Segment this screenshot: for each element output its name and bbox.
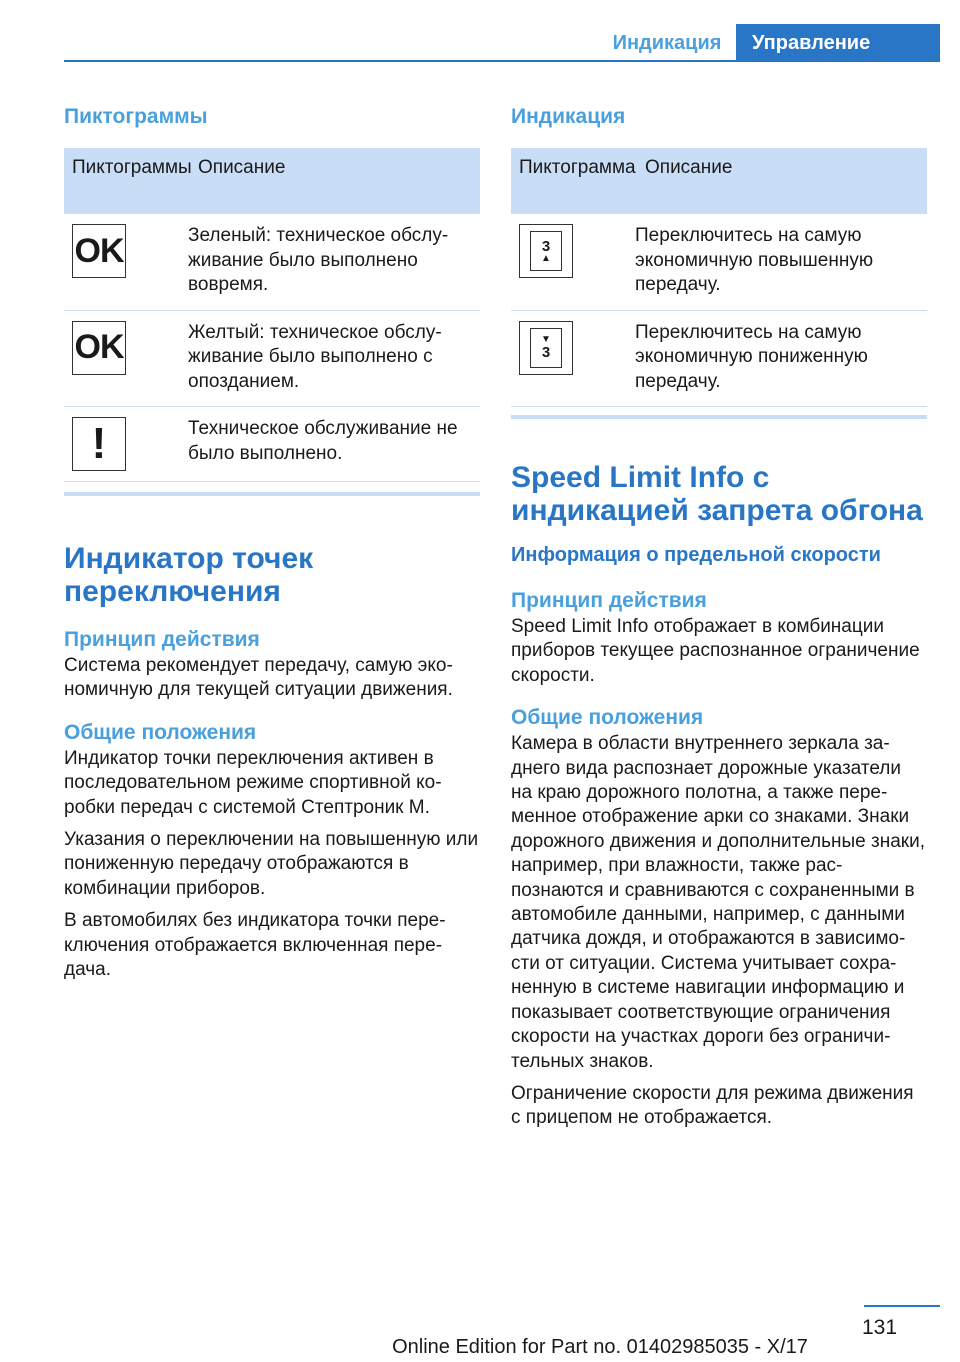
table-end-bar [64,492,480,496]
section-title-pictograms: Пиктограммы [64,105,208,128]
paragraph: Система рекомендует передачу, самую экономичную для текущей ситуации движения. [64,655,453,701]
pictogram-table [64,148,480,496]
table-header-col2: Описание [645,157,733,178]
gear-up-icon [519,224,573,278]
header-divider [64,60,940,62]
table-row [64,407,480,482]
exclamation-icon [72,417,126,471]
table-row [511,214,927,311]
table-end-bar [511,415,927,419]
tab-control[interactable]: Управление [736,24,940,62]
subheading-principle: Принцип действия [511,589,707,612]
arrow-up-icon: ▲ [541,252,551,264]
paragraph: Указания о переключении на повышенную или пониженную передачу отображаются в комбинации приборов. [64,829,479,899]
edition-footer: Online Edition for Part no. 01402985035 - X/17 [392,1336,808,1358]
ok-icon [72,321,126,375]
subheading-general: Общие положения [64,720,257,744]
row-description: Желтый: техническое обслуживание было выполнено с опозданием. [188,321,442,392]
subheading-general: Общие положения [511,706,704,730]
ok-glyph: OK [74,328,124,366]
footer-divider [864,1305,940,1307]
paragraph: Ограничение скорости для режима движения с прицепом не отображается. [511,1082,914,1129]
left-column [64,100,480,982]
paragraph: В автомобилях без индикатора точки переключения отображается включенная передача. [64,910,446,981]
table-row [511,311,927,408]
arrow-down-icon: ▼ [541,334,551,345]
table-row [64,311,480,408]
page-number: 131 [862,1316,898,1339]
heading-speed-limit-info: Speed Limit Info с индикацией запрета обгона [511,461,923,527]
subheading-principle: Принцип действия [64,628,260,651]
table-row [64,214,480,311]
row-description: Зеленый: техническое обслуживание было выполнено вовремя. [188,225,449,295]
gear-down-icon [519,321,573,375]
indication-table [511,148,927,419]
table-header-col1: Пиктограмма [519,157,636,178]
table-header-col2: Описание [198,157,286,178]
table-header [64,148,480,214]
exclamation-glyph: ! [91,419,107,468]
row-description: Переключитесь на самую экономичную повышенную передачу. [635,225,874,295]
paragraph: Камера в области внутреннего зеркала заднего вида распознает дорожные указатели на краю дорожного полотна, а также переменное отображение арки со знаками. Знаки дорожного движения и дополнительные знаки, например, при влажности, также распознаются и сравниваются с сохраненными в автомобиле данными, например, с данными датчика дождя, и отображаются в зависимости от ситуации. Система учитывает сохраненную в системе навигации информацию и показывает соответствующие ограничения скорости на участках дороги без ограничительных знаков. [511,733,926,1072]
paragraph: Speed Limit Info отображает в комбинации приборов текущее распознанное ограничение скорости. [511,616,920,686]
paragraph: Индикатор точки переключения активен в последовательном режиме спортивной коробки передач с системой Стептроник M. [64,747,442,818]
table-header-col1: Пиктограммы [72,157,192,178]
section-title-indication: Индикация [511,105,626,128]
row-description: Техническое обслуживание не было выполнено. [188,418,458,464]
table-header [511,148,927,214]
right-column [511,100,927,1131]
gear-number: 3 [541,344,551,361]
ok-icon [72,224,126,278]
subheading-speed-limit-information: Информация о предельной скорости [511,544,881,566]
heading-shift-indicator: Индикатор точек переключения [64,542,314,608]
tab-indication[interactable]: Индикация [612,31,722,54]
gear-number: 3 [541,237,551,255]
row-description: Переключитесь на самую экономичную пониженную передачу. [635,321,868,392]
ok-glyph: OK [74,231,124,270]
